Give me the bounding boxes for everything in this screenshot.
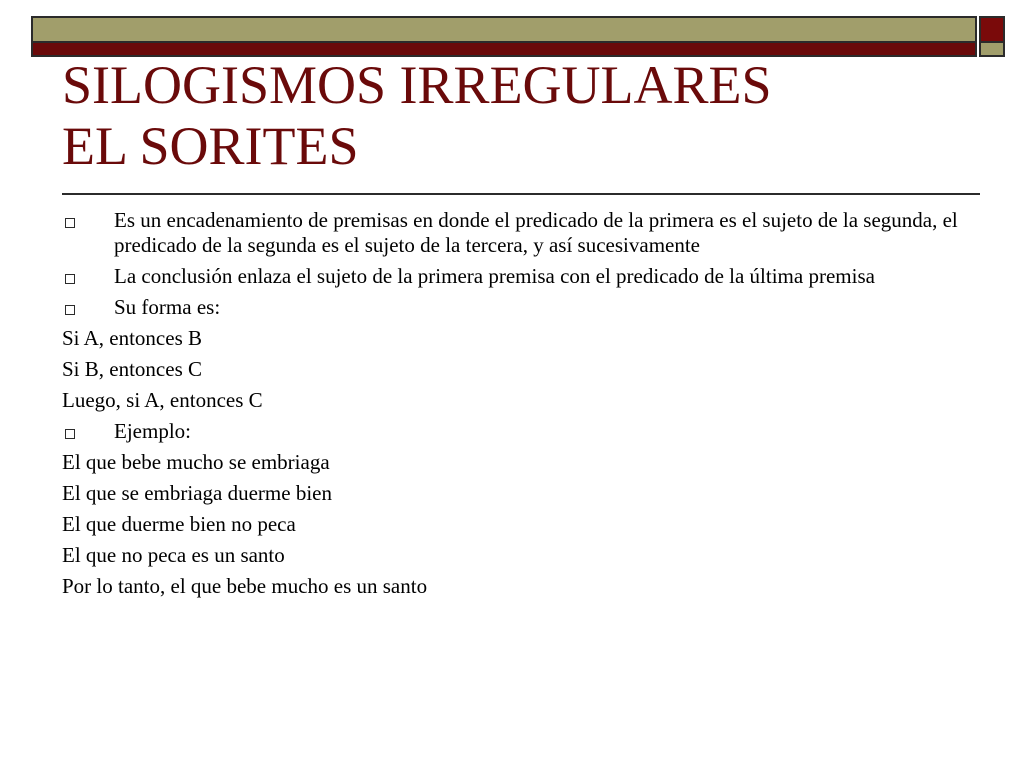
header-olive-bar <box>31 16 977 43</box>
slide-title-line1: SILOGISMOS IRREGULARES <box>62 55 772 115</box>
example-line: Por lo tanto, el que bebe mucho es un santo <box>62 574 428 598</box>
header-corner-maroon-square <box>979 16 1005 43</box>
header-corner-olive-square <box>979 43 1005 57</box>
bullet-text-example-heading: Ejemplo: <box>114 419 191 443</box>
square-bullet-icon <box>65 218 75 228</box>
square-bullet-icon <box>65 305 75 315</box>
slide-title-line2: EL SORITES <box>62 116 359 176</box>
bullet-item <box>62 264 967 289</box>
bullet-text-form-heading: Su forma es: <box>114 295 221 319</box>
square-bullet-icon <box>65 429 75 439</box>
example-line: El que se embriaga duerme bien <box>62 481 332 505</box>
bullet-text-conclusion: La conclusión enlaza el sujeto de la primera premisa con el predicado de la última premisa <box>114 264 875 288</box>
bullet-item <box>62 295 967 320</box>
bullet-text-definition: Es un encadenamiento de premisas en donde el predicado de la primera es el sujeto de la segunda, el predicado de la segunda es el sujeto de la tercera, y así sucesivamente <box>114 208 958 257</box>
title-divider <box>62 193 980 195</box>
form-line: Si B, entonces C <box>62 357 202 381</box>
bullet-item <box>62 419 967 444</box>
example-line: El que bebe mucho se embriaga <box>62 450 330 474</box>
square-bullet-icon <box>65 274 75 284</box>
example-line: El que duerme bien no peca <box>62 512 296 536</box>
slide-title <box>62 55 962 177</box>
slide-body <box>62 208 967 605</box>
form-line: Si A, entonces B <box>62 326 202 350</box>
bullet-item <box>62 208 967 258</box>
example-line: El que no peca es un santo <box>62 543 285 567</box>
form-line: Luego, si A, entonces C <box>62 388 263 412</box>
